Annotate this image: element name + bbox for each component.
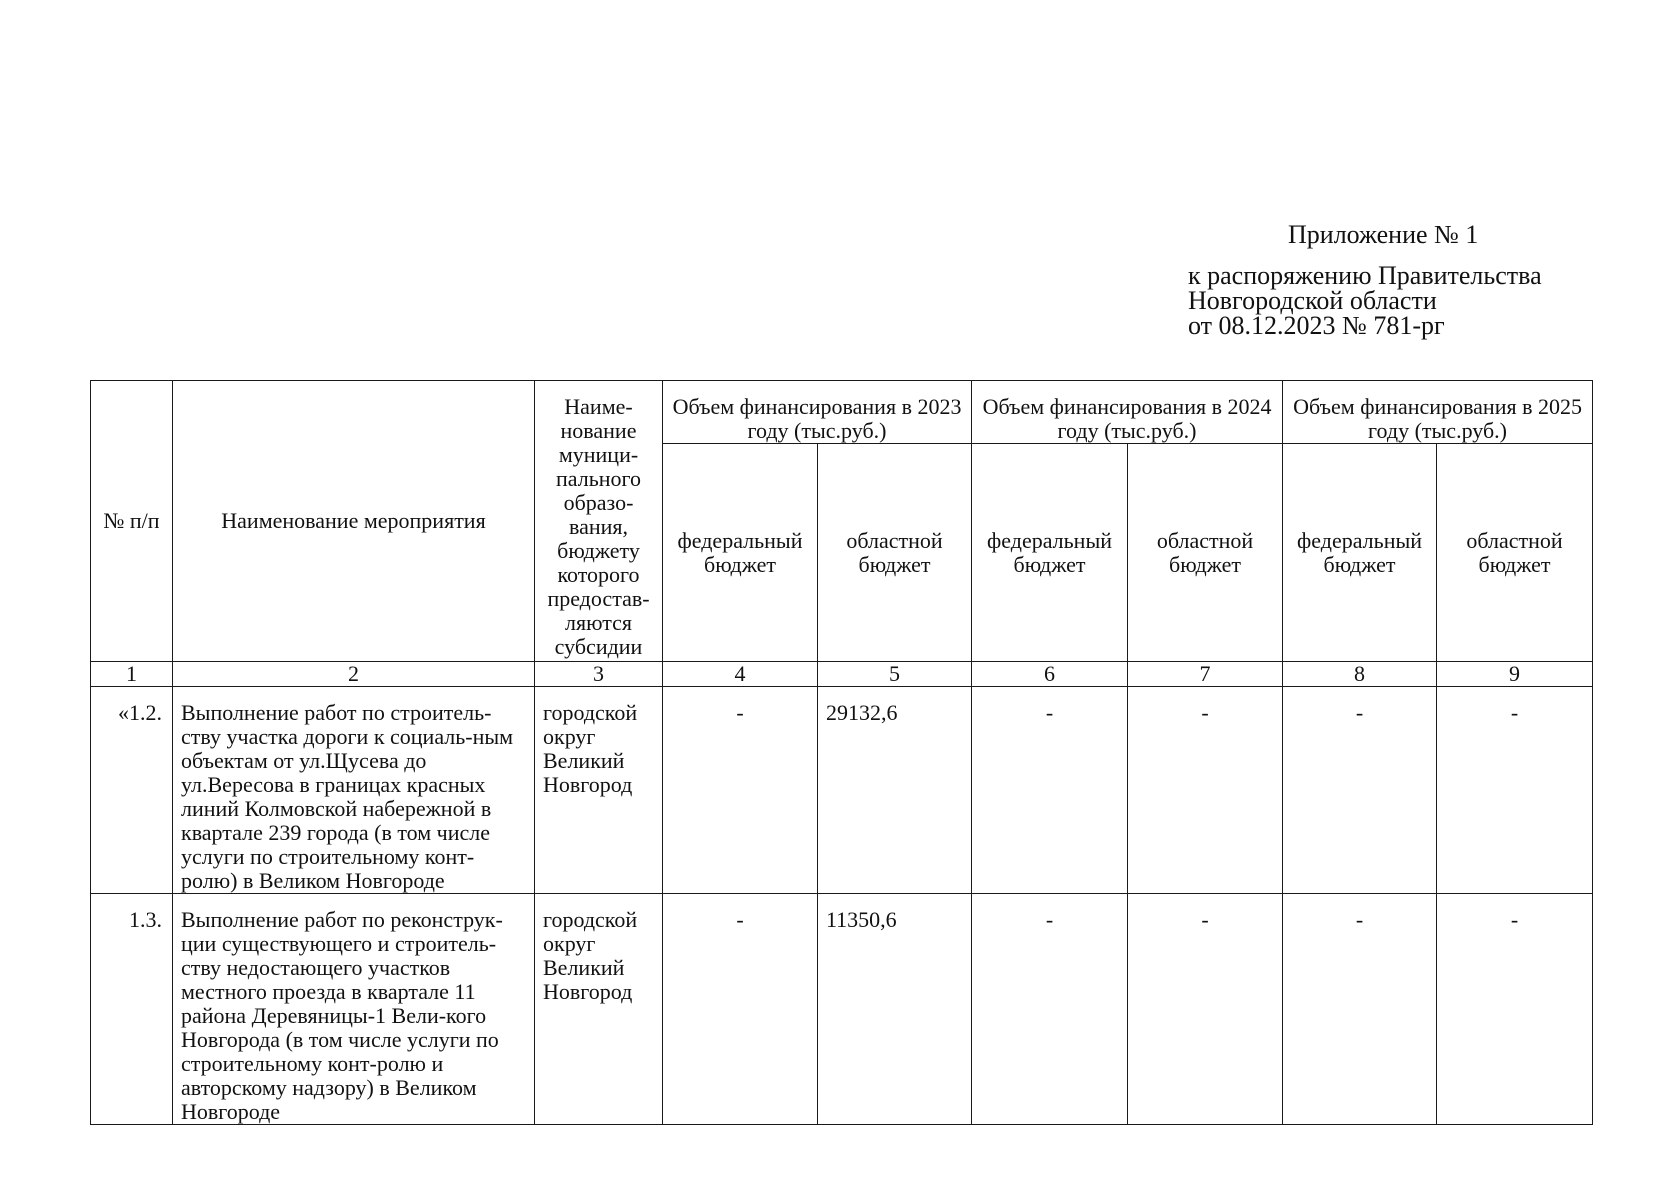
header-year-2024: Объем финансирования в 2024 году (тыс.руб.) [972,381,1283,444]
federal-2024-value: - [972,687,1128,894]
column-number-row [91,662,1593,687]
federal-2023-value: - [663,687,818,894]
appendix-line-2: Новгородской области [1188,286,1437,315]
federal-2025-value: - [1283,894,1437,1125]
column-number: 9 [1437,662,1593,687]
column-number: 8 [1283,662,1437,687]
municipality-name: городской округ Великий Новгород [535,894,663,1125]
event-name: Выполнение работ по строитель-ству участка дороги к социаль-ным объектам от ул.Щусева до ул.Вересова в границах красных линий Колмовской набережной в квартале 239 города (в том числе услуги по строительному конт-ролю) в Великом Новгороде [173,687,535,894]
header-federal-2023: федеральный бюджет [663,444,818,662]
appendix-line-3: от 08.12.2023 № 781-рг [1188,311,1445,340]
header-municipality: Наиме-нование муници-пального образо-вания, бюджету которого предостав-ляются субсидии [535,381,663,662]
column-number: 4 [663,662,818,687]
column-number: 1 [91,662,173,687]
column-number: 6 [972,662,1128,687]
appendix-header [1188,222,1608,338]
federal-2023-value: - [663,894,818,1125]
appendix-line-1: к распоряжению Правительства [1188,261,1542,290]
column-number: 3 [535,662,663,687]
regional-2025-value: - [1437,687,1593,894]
header-year-2025: Объем финансирования в 2025 году (тыс.руб.) [1283,381,1593,444]
header-federal-2025: федеральный бюджет [1283,444,1437,662]
regional-2023-value: 11350,6 [818,894,972,1125]
funding-table [90,380,1593,1125]
regional-2025-value: - [1437,894,1593,1125]
regional-2023-value: 29132,6 [818,687,972,894]
header-event-name: Наименование мероприятия [173,381,535,662]
column-number: 2 [173,662,535,687]
row-number: «1.2. [91,687,173,894]
appendix-title: Приложение № 1 [1288,220,1479,249]
header-regional-2023: областной бюджет [818,444,972,662]
header-year-2023: Объем финансирования в 2023 году (тыс.руб.) [663,381,972,444]
table-row [91,894,1593,1125]
row-number: 1.3. [91,894,173,1125]
header-regional-2025: областной бюджет [1437,444,1593,662]
regional-2024-value: - [1128,687,1283,894]
federal-2024-value: - [972,894,1128,1125]
header-federal-2024: федеральный бюджет [972,444,1128,662]
header-num: № п/п [91,381,173,662]
regional-2024-value: - [1128,894,1283,1125]
column-number: 5 [818,662,972,687]
column-number: 7 [1128,662,1283,687]
federal-2025-value: - [1283,687,1437,894]
table-row [91,687,1593,894]
event-name: Выполнение работ по реконструк-ции существующего и строитель-ству недостающего участков местного проезда в квартале 11 района Деревяницы-1 Вели-кого Новгорода (в том числе услуги по строительному конт-ролю и авторскому надзору) в Великом Новгороде [173,894,535,1125]
municipality-name: городской округ Великий Новгород [535,687,663,894]
header-regional-2024: областной бюджет [1128,444,1283,662]
